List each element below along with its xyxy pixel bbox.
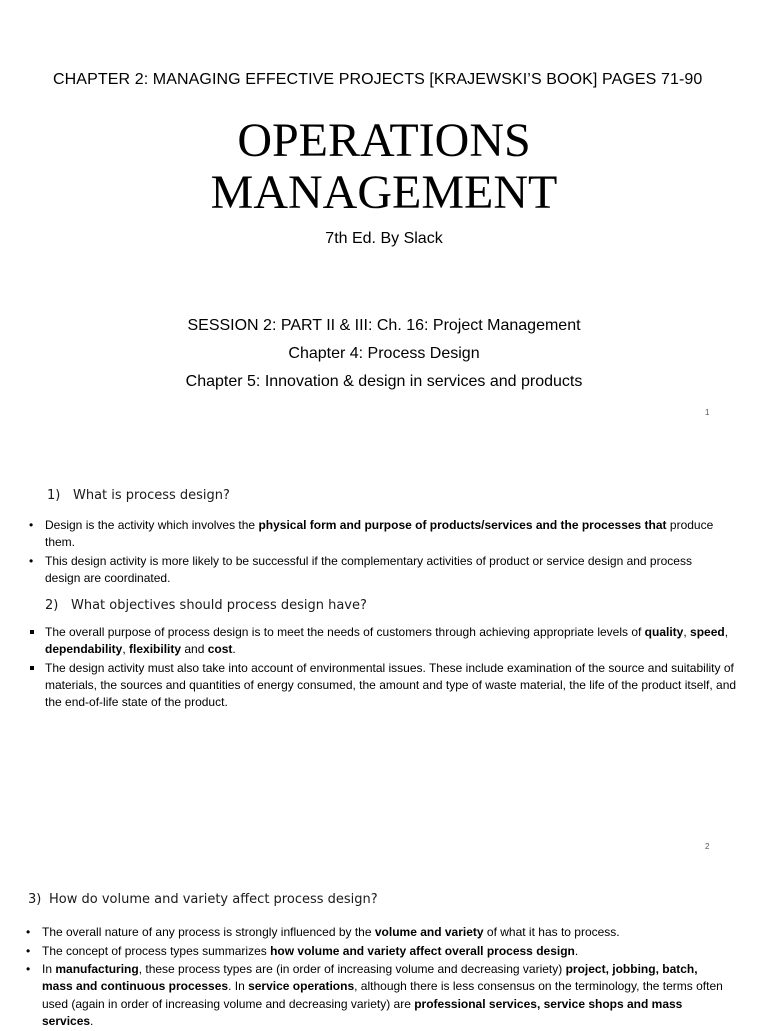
text-run: The overall nature of any process is strongly influenced by the [42, 925, 375, 939]
question-2-heading [45, 598, 367, 613]
text-run: . [90, 1013, 94, 1028]
chapter-header: CHAPTER 2: MANAGING EFFECTIVE PROJECTS [KRAJEWSKI’S BOOK] PAGES 71-90 [53, 71, 703, 88]
question-text: How do volume and variety affect process design? [49, 892, 378, 907]
text-run: , although there is less consensus on the terminology, the terms often used (again in order of increasing volume and decreasing variety) are [42, 979, 723, 1011]
question-1-heading [47, 488, 230, 503]
text-run: produce them. [45, 518, 714, 550]
text-run: In [42, 962, 56, 977]
text-run: , [724, 625, 729, 639]
text-run: The concept of process types summarizes [42, 943, 271, 958]
question-number: 1) [47, 488, 61, 503]
square-bullet-icon [30, 630, 34, 634]
question-2-bullets [27, 624, 747, 713]
bold-text: quality [644, 625, 684, 639]
text-run: and [181, 642, 208, 657]
text-run: , [122, 642, 130, 657]
list-item [24, 961, 724, 1030]
bullet-icon: • [26, 925, 31, 939]
question-3-heading [28, 892, 378, 907]
question-number: 3) [28, 892, 42, 907]
bold-text: cost [207, 642, 233, 657]
square-bullet-icon [30, 666, 34, 670]
edition-line: 7th Ed. By Slack [325, 230, 443, 247]
bold-text: service operations [248, 979, 355, 994]
text-run: The design activity must also take into account of environmental issues. These include examination of the source and suitability of materials, the sources and quantities of energy consumed, the amount and type of waste material, the life of the product itself, and the end-of-life state of the product. [45, 660, 737, 710]
bullet-icon: • [29, 518, 34, 532]
page-number: 1 [705, 408, 710, 417]
list-item [27, 553, 717, 587]
bullet-icon: • [26, 962, 31, 977]
bold-text: professional services, service shops and mass services [42, 996, 683, 1028]
text-run: , [683, 625, 691, 639]
text-run: Design is the activity which involves the [45, 518, 259, 532]
bullet-icon: • [29, 553, 34, 568]
text-run: . In [228, 979, 249, 994]
bold-text: volume and variety [374, 925, 484, 939]
question-number: 2) [45, 598, 59, 613]
session-line-1: SESSION 2: PART II & III: Ch. 16: Project Management [187, 317, 581, 334]
text-run: , these process types are (in order of increasing volume and decreasing variety) [138, 962, 566, 977]
title-line-1: OPERATIONS [237, 114, 531, 167]
text-run: The overall purpose of process design is to meet the needs of customers through achieving appropriate levels of [45, 625, 645, 639]
list-item [27, 517, 717, 551]
bold-text: project, jobbing, batch, mass and continuous processes [42, 962, 698, 994]
question-text: What objectives should process design have? [71, 598, 367, 613]
text-run: This design activity is more likely to be successful if the complementary activities of product or service design and process design are coordinated. [45, 553, 692, 585]
bold-text: speed [690, 625, 725, 639]
bold-text: manufacturing [55, 962, 139, 977]
question-text: What is process design? [73, 488, 230, 503]
bold-text: flexibility [129, 642, 182, 657]
list-item [24, 924, 724, 941]
bold-text: physical form and purpose of products/services and the processes that [258, 518, 667, 532]
bullet-icon: • [26, 943, 31, 958]
session-line-2: Chapter 4: Process Design [288, 345, 480, 362]
session-line-3: Chapter 5: Innovation & design in services and products [185, 373, 583, 390]
text-run: of what it has to process. [483, 925, 620, 939]
question-3-bullets [24, 924, 724, 1031]
bold-text: how volume and variety affect overall process design [270, 943, 575, 958]
list-item [27, 660, 747, 712]
bold-text: dependability [45, 642, 123, 657]
list-item [24, 943, 724, 960]
title-line-2: MANAGEMENT [210, 166, 558, 219]
text-run: . [574, 943, 579, 958]
page-number: 2 [705, 842, 710, 851]
list-item [27, 624, 747, 658]
text-run: . [232, 642, 236, 657]
question-1-bullets [27, 517, 717, 589]
